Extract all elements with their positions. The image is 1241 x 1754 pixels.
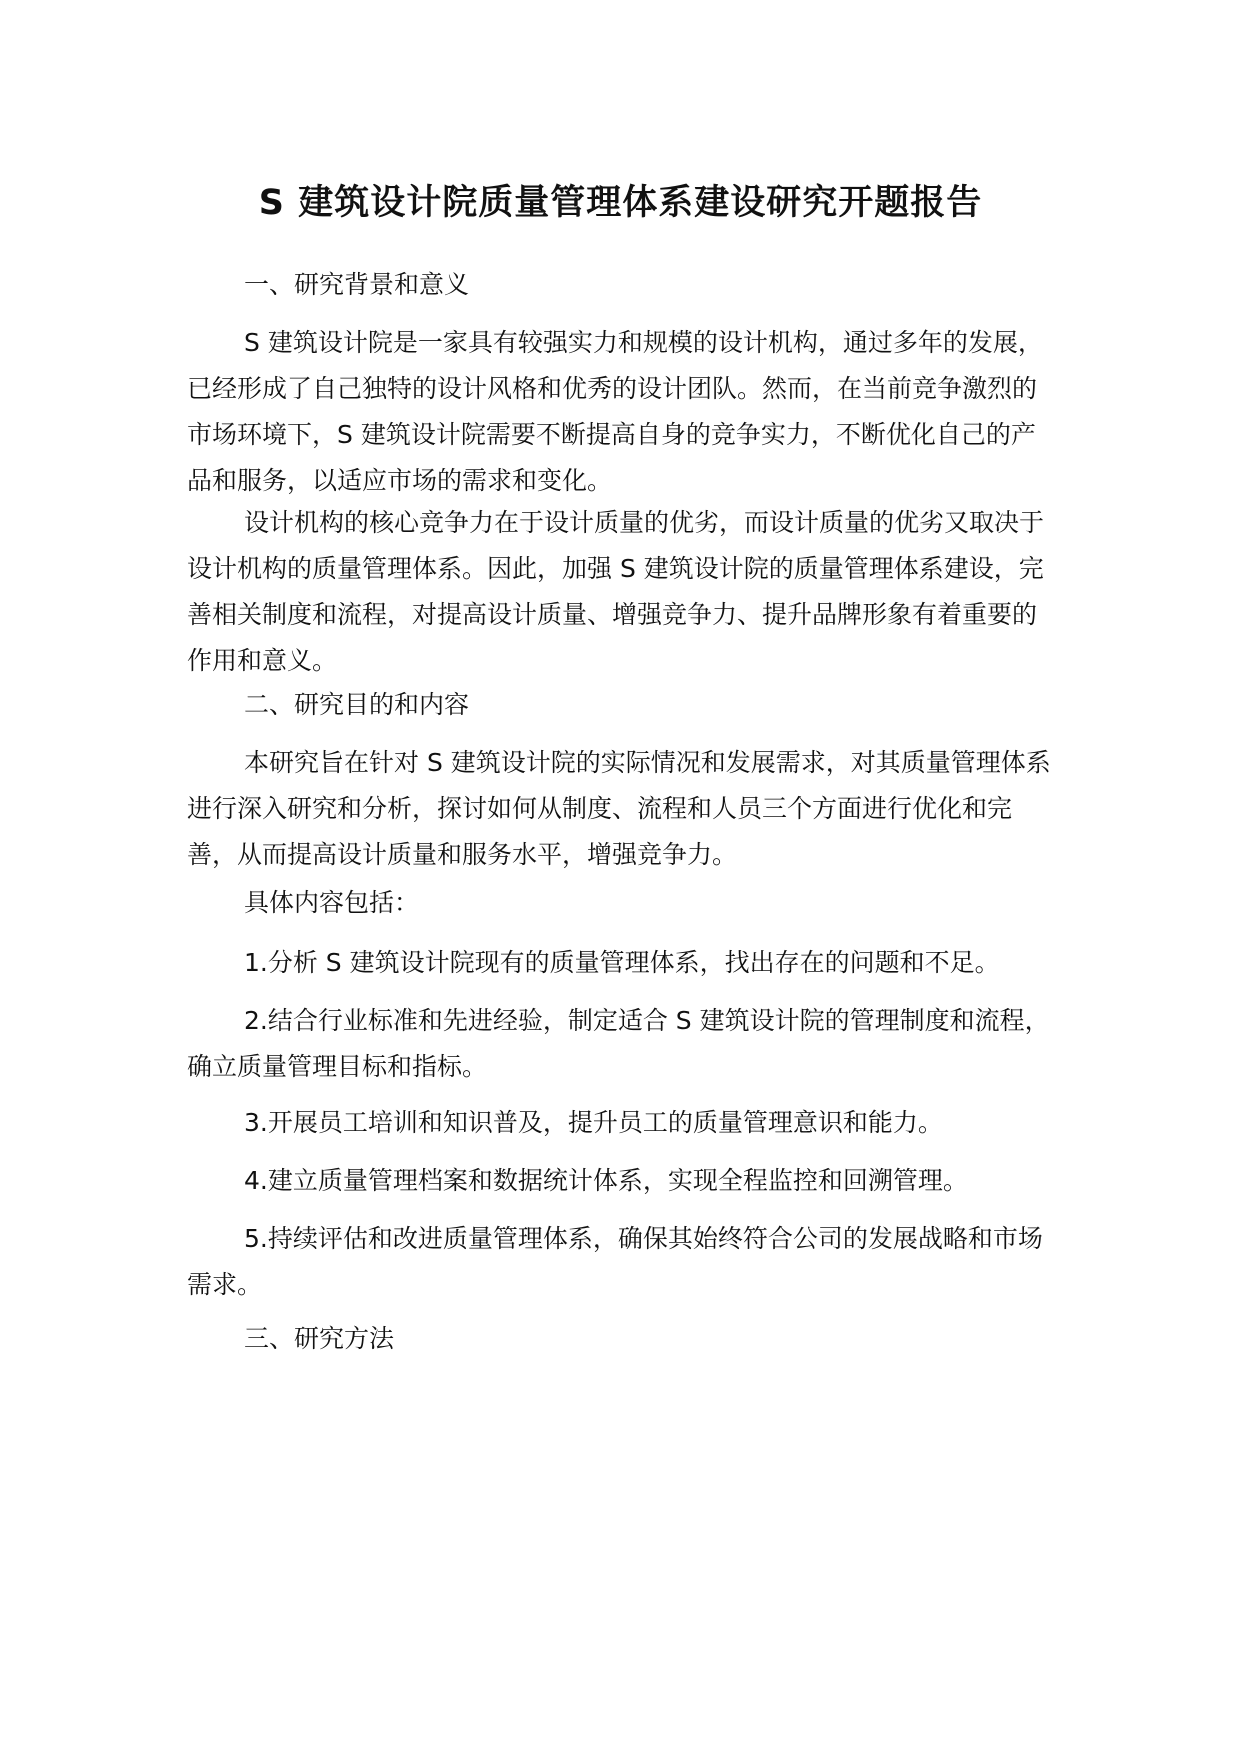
paragraph-content-intro: 具体内容包括：: [244, 888, 420, 917]
paragraph-background-1: S 建筑设计院是一家具有较强实力和规模的设计机构，通过多年的发展，已经形成了自己独特的设计风格和优秀的设计团队。然而，在当前竞争激烈的市场环境下，S 建筑设计院需要不断提高自身的竞争实力，不断优化自己的产品和服务，以适应市场的需求和变化。: [187, 328, 1043, 495]
section-heading-purpose: 二、研究目的和内容: [244, 690, 470, 719]
list-item: 3.开展员工培训和知识普及，提升员工的质量管理意识和能力。: [244, 1108, 943, 1137]
list-item: 1.分析 S 建筑设计院现有的质量管理体系，找出存在的问题和不足。: [244, 948, 1000, 977]
paragraph-background-2: 设计机构的核心竞争力在于设计质量的优劣，而设计质量的优劣又取决于设计机构的质量管理体系。因此，加强 S 建筑设计院的质量管理体系建设，完善相关制度和流程，对提高设计质量、增强竞争力、提升品牌形象有着重要的作用和意义。: [187, 508, 1045, 675]
document-title: S 建筑设计院质量管理体系建设研究开题报告: [258, 183, 983, 223]
list-item: 4.建立质量管理档案和数据统计体系，实现全程监控和回溯管理。: [244, 1166, 968, 1195]
list-item: 2.结合行业标准和先进经验，制定适合 S 建筑设计院的管理制度和流程，确立质量管理目标和指标。: [187, 1006, 1050, 1081]
list-item: 5.持续评估和改进质量管理体系，确保其始终符合公司的发展战略和市场需求。: [187, 1224, 1043, 1299]
section-heading-method: 三、研究方法: [244, 1324, 395, 1353]
section-heading-background: 一、研究背景和意义: [244, 270, 470, 299]
paragraph-purpose-1: 本研究旨在针对 S 建筑设计院的实际情况和发展需求，对其质量管理体系进行深入研究和分析，探讨如何从制度、流程和人员三个方面进行优化和完善，从而提高设计质量和服务水平，增强竞争力。: [187, 748, 1051, 869]
